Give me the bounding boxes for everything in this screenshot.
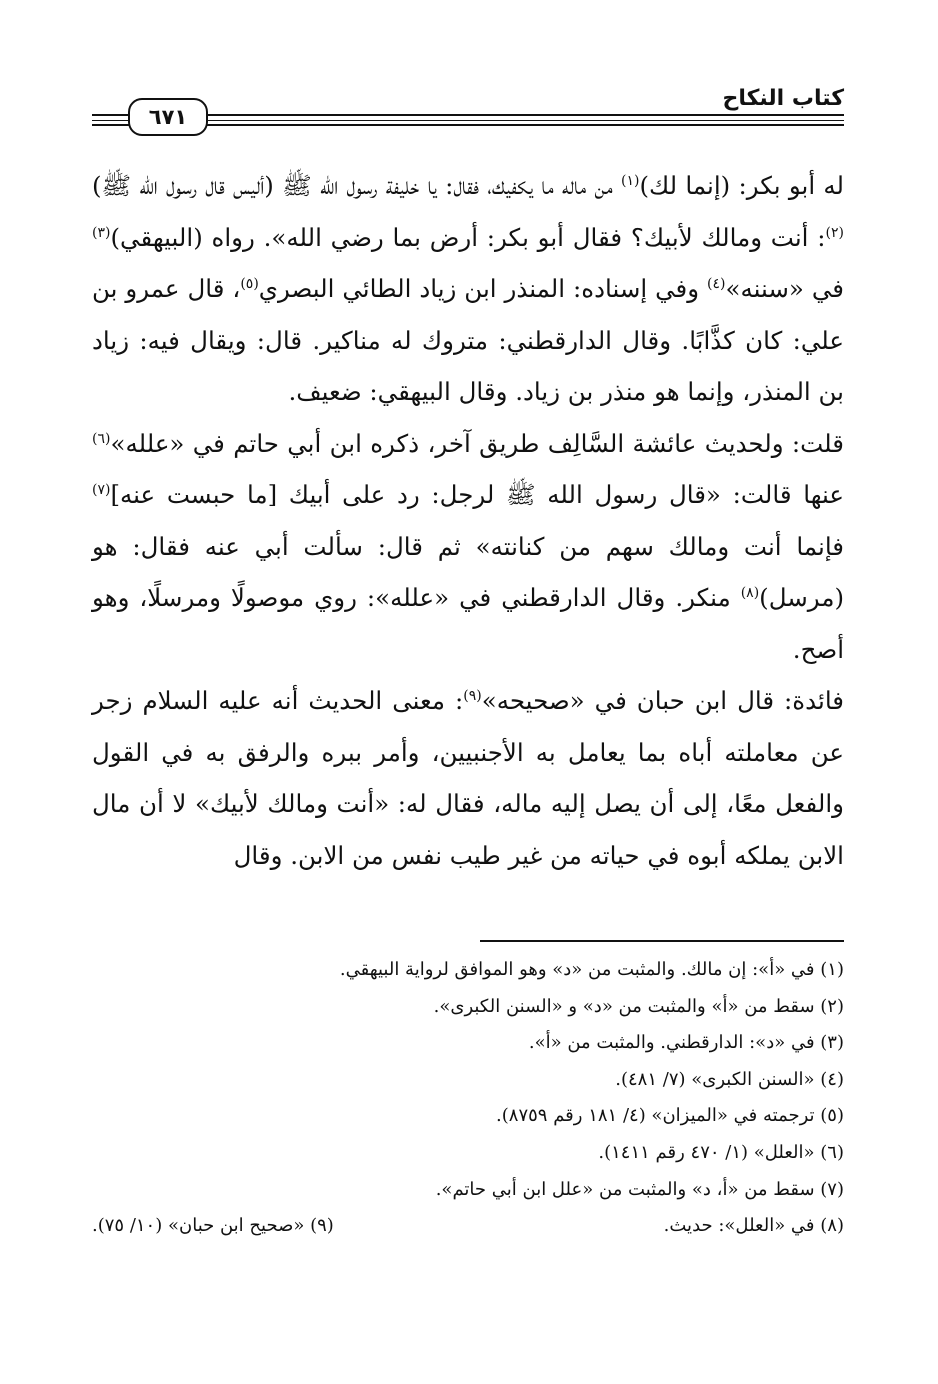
book-title: كتاب النكاح: [722, 86, 844, 111]
page-number: ٦٧١: [128, 98, 208, 136]
footnote-separator: [480, 940, 844, 942]
text-run: فإنما أنت ومالك سهم من كنانته» ثم قال: سألت أبي عنه فقال: هو (مرسل): [92, 531, 844, 612]
main-text: [92, 160, 844, 881]
text-run: قلت: ولحديث عائشة السَّالِف طريق آخر، ذكره ابن أبي حاتم في «علله»: [110, 428, 844, 458]
footnote-7: (٧) سقط من «أ، د» والمثبت من «علل ابن أبي حاتم».: [435, 1178, 844, 1200]
paragraph-faida: [92, 675, 844, 881]
footnote-ref: (٦): [92, 430, 111, 447]
text-run: وفي إسناده: المنذر ابن زياد الطائي البصري: [258, 274, 708, 303]
text-run: : أنت ومالك لأبيك؟ فقال أبو بكر: أرض بما رضي الله». رواه (البيهقي): [110, 222, 826, 252]
text-run: فائدة: قال ابن حبان في «صحيحه»: [481, 686, 844, 715]
footnote-4: (٤) «السنن الكبرى» (٧/ ٤٨١).: [615, 1068, 844, 1090]
footnote-row-8-9: [92, 1208, 844, 1245]
footnote-ref: (٣): [92, 224, 111, 241]
page-header: [92, 86, 844, 136]
footnote-ref: (٧): [92, 481, 111, 498]
footnote-9: (٩) «صحيح ابن حبان» (١٠/ ٧٥).: [92, 1215, 334, 1237]
footnote-8: (٨) في «العلل»: حديث.: [663, 1215, 844, 1237]
footnote-ref: (٩): [463, 687, 482, 704]
footnote-3: (٣) في «د»: الدارقطني. والمثبت من «أ».: [528, 1032, 844, 1054]
text-run: منكر. وقال الدارقطني في «علله»: روي موصولًا ومرسلًا، وهو أصح.: [92, 583, 844, 664]
footnote-6: (٦) «العلل» (١/ ٤٧٠ رقم ١٤١١).: [598, 1141, 844, 1163]
footnote-1: (١) في «أ»: إن مالك. والمثبت من «د» وهو الموافق لرواية البيهقي.: [339, 959, 844, 980]
footnote-ref: (٢): [825, 224, 844, 241]
text-run: ، قال عمرو بن علي: كان كذَّابًا. وقال الدارقطني: متروك له مناكير. قال: ويقال فيه: زياد بن المنذر، وإنما هو منذر بن زياد. وقال البيهقي: ضعيف.: [92, 274, 844, 406]
text-run: له أبو بكر: (إنما لك): [639, 171, 844, 200]
footnote-ref: (١): [621, 172, 640, 189]
footnote-ref: (٥): [240, 275, 259, 292]
text-run: من ماله ما يكفيك، فقال: يا خليفة رسول الله ﷺ (أليس قال رسول الله ﷺ): [92, 171, 621, 200]
text-run: عنها قالت: «قال رسول الله ﷺ لرجل: رد على أبيك [ما حبست عنه]: [110, 480, 844, 509]
footnote-5: (٥) ترجمته في «الميزان» (٤/ ١٨١ رقم ٨٧٥٩).: [496, 1105, 844, 1127]
footnote-ref: (٨): [740, 584, 760, 601]
text-run: : معنى الحديث أنه عليه السلام زجر عن معاملته أباه بما يعامل به الأجنبيين، وأمر ببره والرفق به في القول والفعل معًا، إلى أن يصل إليه ماله، فقال له: «أنت ومالك لأبيك» لا أن مال الابن يملكه أبوه في حياته من غير طيب نفس من الابن. وقال: [92, 686, 844, 870]
paragraph-aisha-hadith: [92, 418, 844, 676]
text-run: في «سننه»: [725, 274, 844, 303]
footnote-ref: (٤): [707, 275, 726, 292]
footnotes: [92, 952, 844, 1245]
paragraph-hadith-abu-bakr: [92, 160, 844, 418]
footnote-2: (٢) سقط من «أ» والمثبت من «د» و «السنن الكبرى».: [433, 995, 844, 1017]
